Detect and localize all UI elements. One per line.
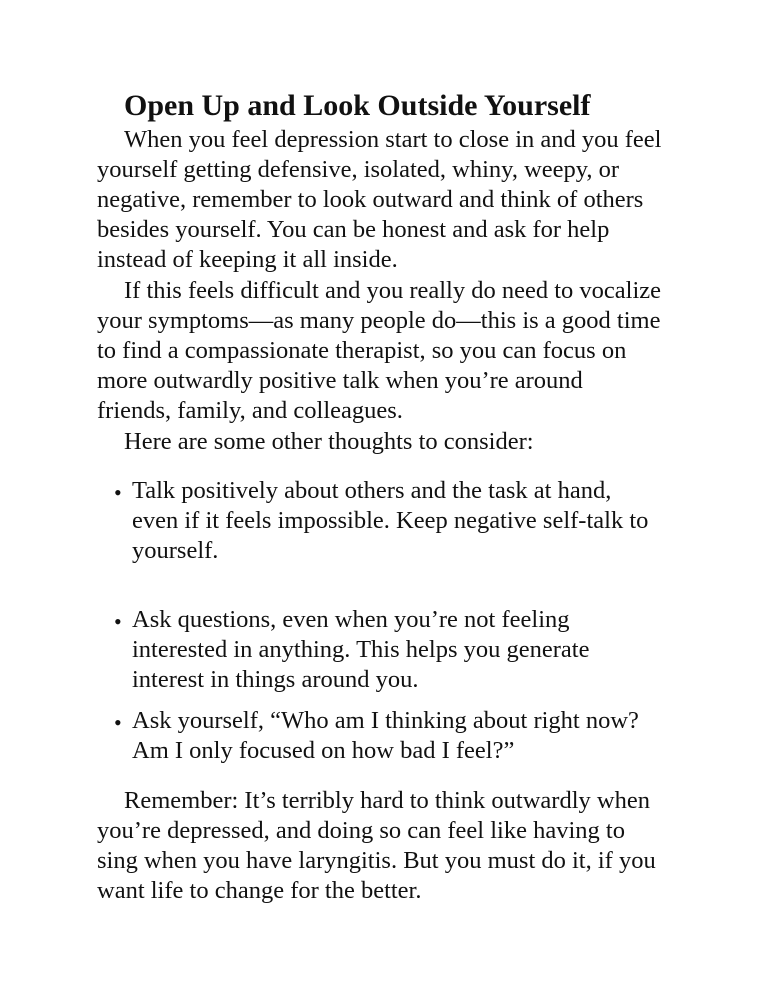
bullet-2-line-2: interested in anything. This helps you generate bbox=[132, 636, 590, 663]
paragraph-1-line-3: negative, remember to look outward and think of others bbox=[97, 186, 644, 213]
bullet-3-line-2: Am I only focused on how bad I feel?” bbox=[132, 737, 515, 764]
bullet-2-line-3: interest in things around you. bbox=[132, 666, 419, 693]
paragraph-1-line-5: instead of keeping it all inside. bbox=[97, 246, 398, 273]
paragraph-1-line-4: besides yourself. You can be honest and ask for help bbox=[97, 216, 610, 243]
bullet-1-line-2: even if it feels impossible. Keep negative self-talk to bbox=[132, 507, 649, 534]
paragraph-4-line-1: Remember: It’s terribly hard to think outwardly when bbox=[124, 787, 650, 814]
bullet-1-marker: • bbox=[114, 480, 122, 505]
paragraph-3-line-1: Here are some other thoughts to consider: bbox=[124, 428, 534, 455]
paragraph-2-line-5: friends, family, and colleagues. bbox=[97, 397, 403, 424]
section-heading: Open Up and Look Outside Yourself bbox=[124, 89, 591, 122]
paragraph-4-line-3: sing when you have laryngitis. But you must do it, if you bbox=[97, 847, 656, 874]
bullet-3-line-1: Ask yourself, “Who am I thinking about right now? bbox=[132, 707, 639, 734]
bullet-1-line-1: Talk positively about others and the task at hand, bbox=[132, 477, 612, 504]
paragraph-2-line-2: your symptoms—as many people do—this is a good time bbox=[97, 307, 661, 334]
paragraph-2-line-1: If this feels difficult and you really do need to vocalize bbox=[124, 277, 662, 304]
paragraph-4-line-2: you’re depressed, and doing so can feel like having to bbox=[97, 817, 625, 844]
bullet-3-marker: • bbox=[114, 710, 122, 735]
paragraph-2-line-3: to find a compassionate therapist, so you can focus on bbox=[97, 337, 627, 364]
bullet-1-line-3: yourself. bbox=[132, 537, 219, 564]
paragraph-2-line-4: more outwardly positive talk when you’re around bbox=[97, 367, 583, 394]
bullet-2-marker: • bbox=[114, 609, 122, 634]
bullet-2-line-1: Ask questions, even when you’re not feeling bbox=[132, 606, 570, 633]
paragraph-1-line-2: yourself getting defensive, isolated, whiny, weepy, or bbox=[97, 156, 620, 183]
paragraph-1-line-1: When you feel depression start to close in and you feel bbox=[124, 126, 662, 153]
paragraph-4-line-4: want life to change for the better. bbox=[97, 877, 422, 904]
